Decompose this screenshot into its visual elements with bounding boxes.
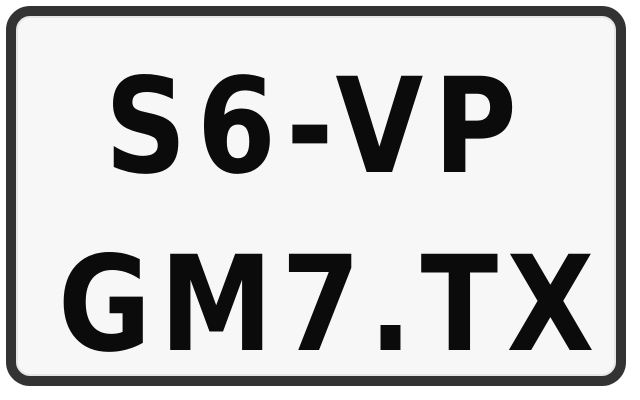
plate-line-1: S6-VP [104,50,528,204]
plate-line-2: GM7.TX [58,228,603,382]
license-plate [6,6,626,386]
